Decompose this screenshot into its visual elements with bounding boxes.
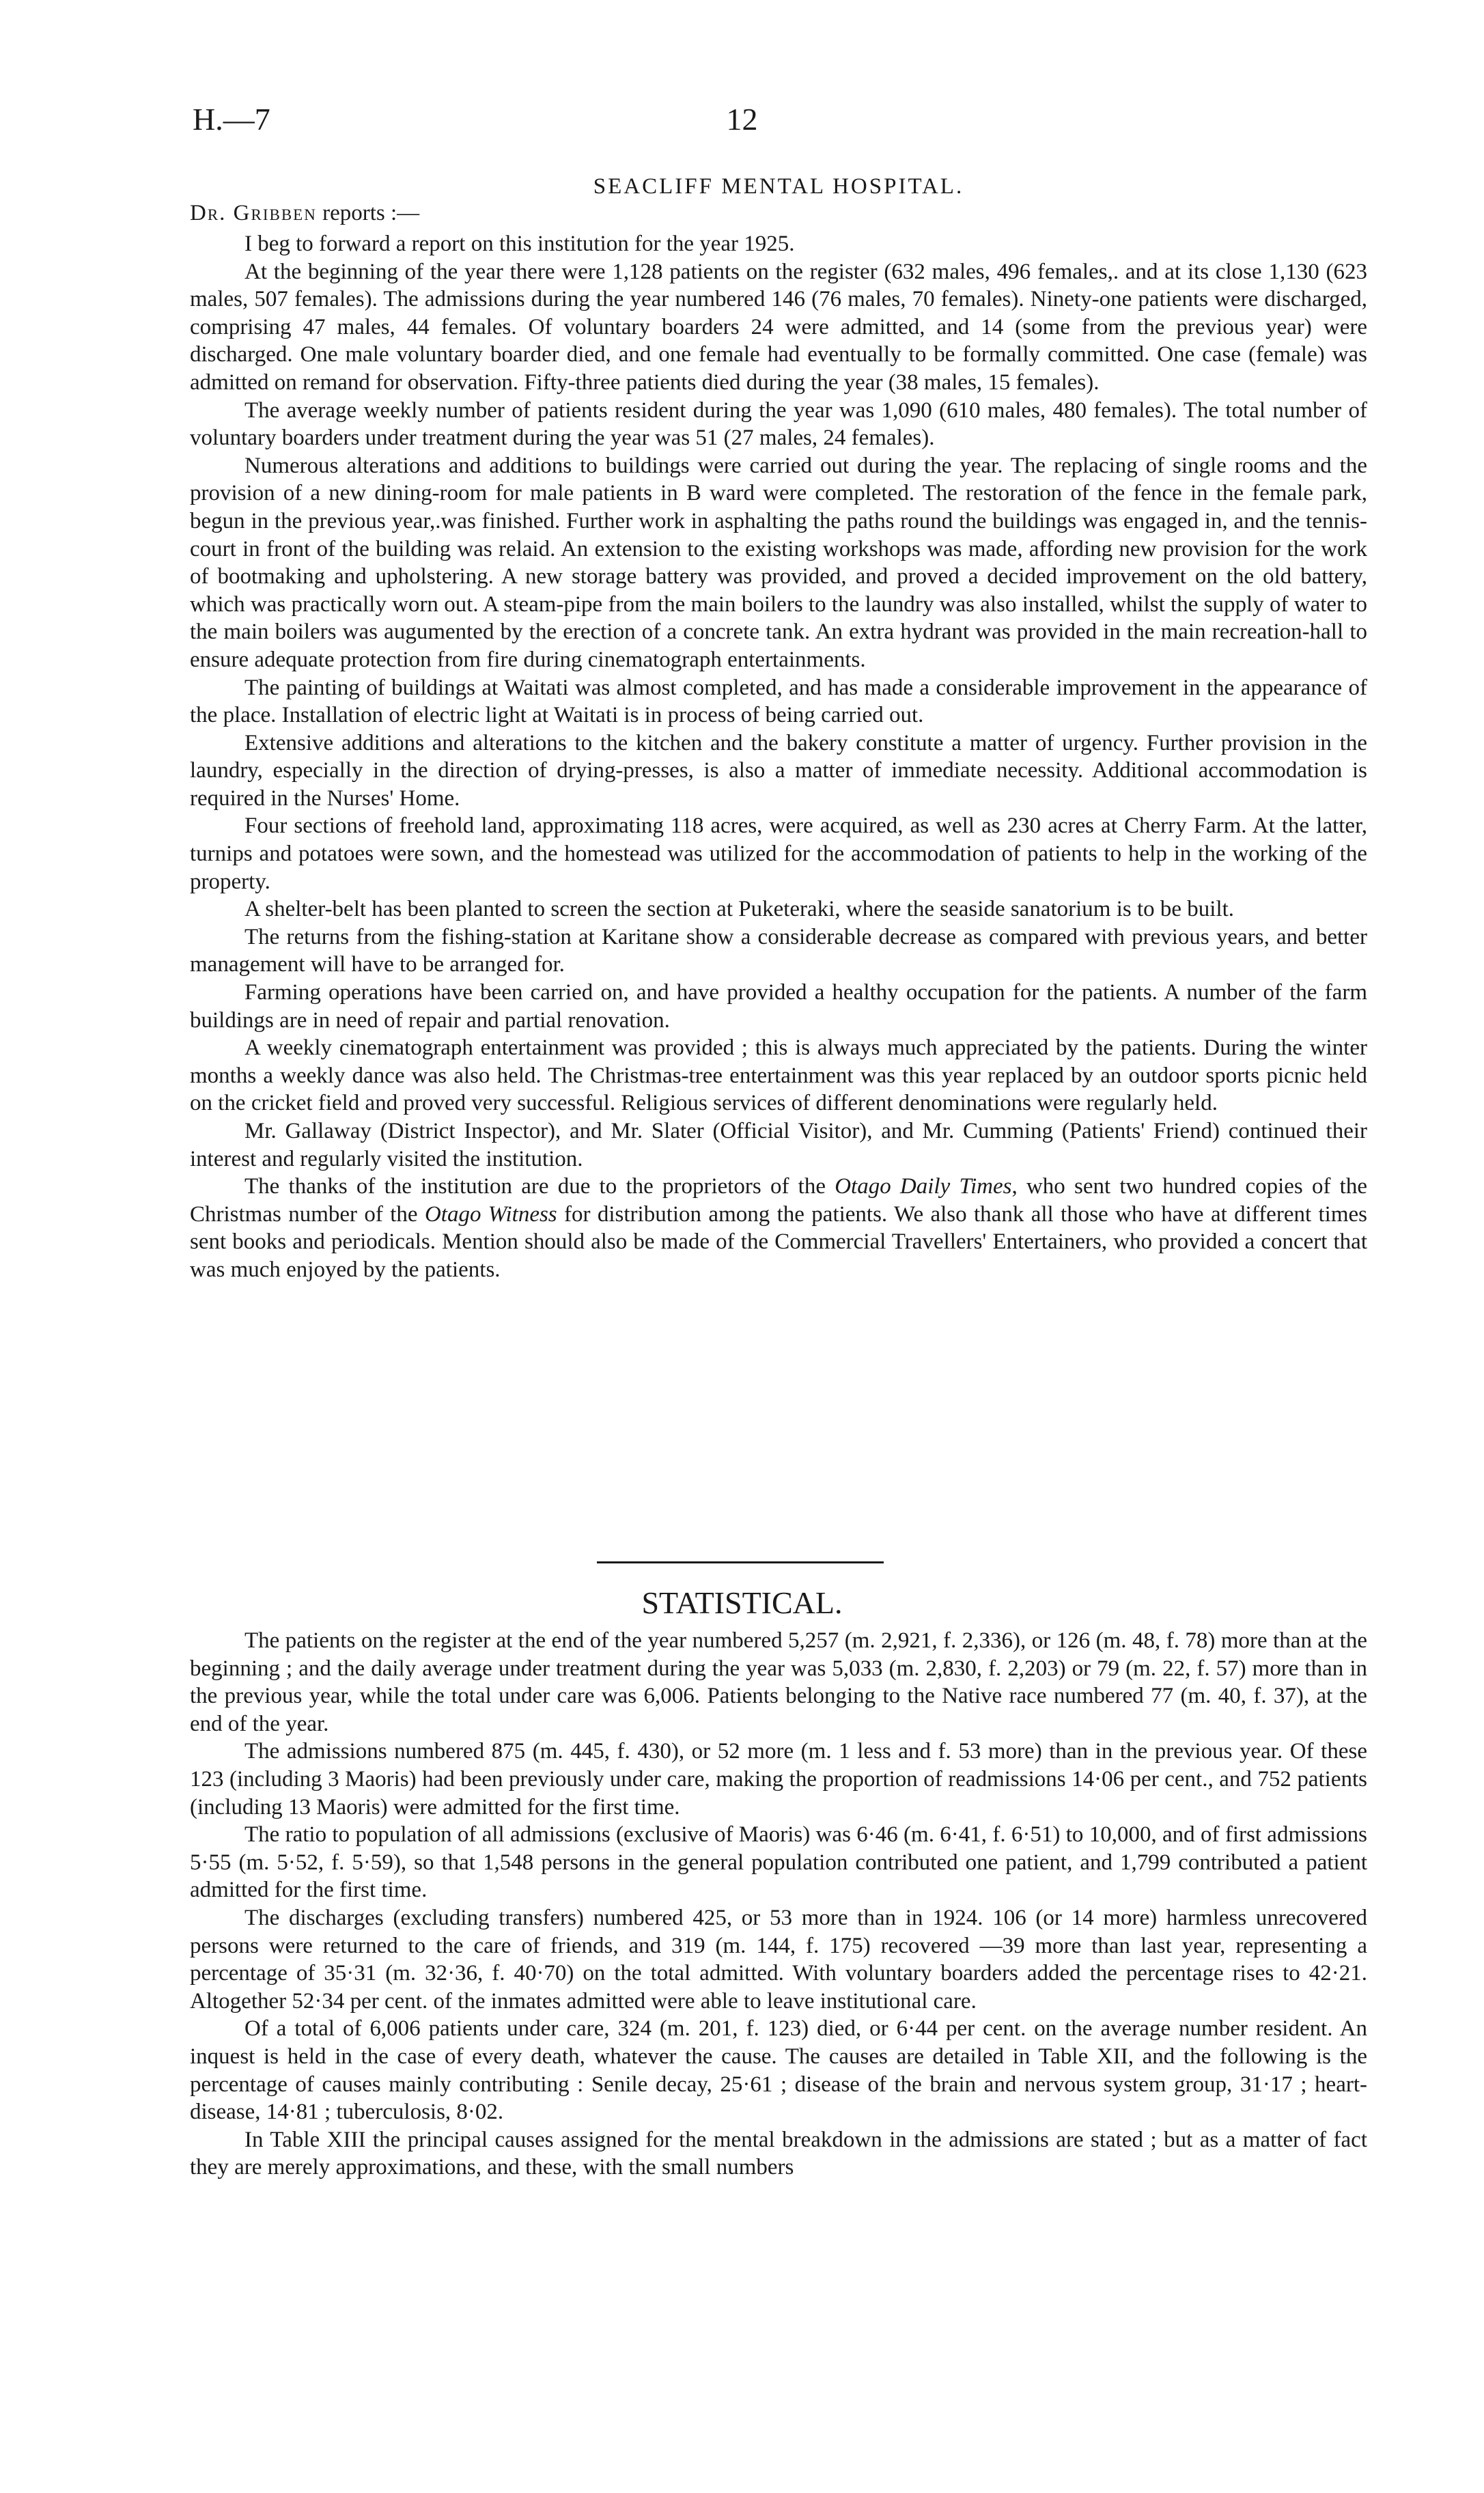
statistical-paragraph: The discharges (excluding transfers) numbered 425, or 53 more than in 1924. 106 (or 14 more) harmless unrecovered persons were returned to the care of friends, and 319 (m. 144, f. 175) recovered —39 more than last year, representing a percentage of 35·31 (m. 32·36, f. 40·70) on the total admitted. With voluntary boarders added the percentage rises to 42·21. Altogether 52·34 per cent. of the inmates admitted were able to leave institutional care. bbox=[190, 1905, 1367, 2014]
report-paragraph: At the beginning of the year there were 1,128 patients on the register (632 males, 496 females,. and at its close 1,130 (623 males, 507 females). The admissions during the year numbered 146 (76 males, 70 females). Ninety-one patients were discharged, comprising 47 males, 44 females. Of voluntary boarders 24 were admitted, and 14 (some from the previous year) were discharged. One male voluntary boarder died, and one female had eventually to be formally committed. One case (female) was admitted on remand for observation. Fifty-three patients died during the year (38 males, 15 females). bbox=[190, 259, 1367, 395]
thanks-text: The thanks of the institution are due to the proprietors of the bbox=[244, 1174, 835, 1199]
report-paragraph: The painting of buildings at Waitati was almost completed, and has made a considerable improvement in the appearance of the place. Installation of electric light at Waitati is in process of being carried out. bbox=[190, 675, 1367, 728]
statistical-paragraph: Of a total of 6,006 patients under care, 324 (m. 201, f. 123) died, or 6·44 per cent. on the average number resident. An inquest is held in the case of every death, whatever the cause. The causes are detailed in Table XII, and the following is the percentage of causes mainly contributing : Senile decay, 25·61 ; disease of the brain and nervous system group, 31·17 ; heart-disease, 14·81 ; tuberculosis, 8·02. bbox=[190, 2016, 1367, 2125]
thanks-text: for distribution among the patients. We also thank all those who have at different times sent books and periodicals. Mention should also be made of the Commercial Travellers' Entertainers, who provided a concert that was much enjoyed by the patients. bbox=[190, 1201, 1367, 1282]
thanks-text: , who sent two hundred copies of the Christmas number of the bbox=[190, 1174, 1367, 1227]
page-series-code: H.—7 bbox=[193, 102, 270, 137]
report-paragraph: Numerous alterations and additions to buildings were carried out during the year. The replacing of single rooms and the provision of a new dining-room for male patients in B ward were completed. The restoration of the fence in the female park, begun in the previous year,.was finished. Further work in asphalting the paths round the buildings was engaged in, and the tennis-court in front of the building was relaid. An extension to the existing workshops was made, affording new provision for the work of bootmaking and upholstering. A new storage battery was provided, and proved a decided improvement on the old battery, which was practically worn out. A steam-pipe from the main boilers to the laundry was also installed, whilst the supply of water to the main boilers was augumented by the erection of a concrete tank. An extra hydrant was provided in the main recreation-hall to ensure adequate protection from fire during cinematograph entertainments. bbox=[190, 453, 1367, 672]
report-paragraph: Extensive additions and alterations to the kitchen and the bakery constitute a matter of urgency. Further provision in the laundry, especially in the direction of drying-presses, is also a matter of immediate necessity. Additional accommodation is required in the Nurses' Home. bbox=[190, 730, 1367, 811]
statistical-title: STATISTICAL. bbox=[641, 1585, 843, 1620]
report-paragraph: Farming operations have been carried on, and have provided a healthy occupation for the patients. A number of the farm buildings are in need of repair and partial renovation. bbox=[190, 980, 1367, 1033]
report-paragraph: A weekly cinematograph entertainment was provided ; this is always much appreciated by the patients. During the winter months a weekly dance was also held. The Christmas-tree entertainment was this year replaced by an outdoor sports picnic held on the cricket field and proved very successful. Religious services of different denominations were regularly held. bbox=[190, 1035, 1367, 1116]
thanks-paragraph bbox=[190, 1173, 1367, 1283]
report-paragraph: A shelter-belt has been planted to screen the section at Puketeraki, where the seaside sanatorium is to be built. bbox=[244, 897, 1235, 922]
report-paragraph: I beg to forward a report on this institution for the year 1925. bbox=[244, 232, 795, 256]
statistical-paragraph: The patients on the register at the end of the year numbered 5,257 (m. 2,921, f. 2,336), or 126 (m. 48, f. 78) more than at the beginning ; and the daily average under treatment during the year was 5,033 (m. 2,830, f. 2,203) or 79 (m. 22, f. 57) more than in the previous year, while the total under care was 6,006. Patients belonging to the Native race numbered 77 (m. 40, f. 37), at the end of the year. bbox=[190, 1628, 1367, 1736]
statistical-paragraph: In Table XIII the principal causes assigned for the mental breakdown in the admissions are stated ; but as a matter of fact they are merely approximations, and these, with the small numbers bbox=[190, 2127, 1367, 2180]
newspaper-title: Otago Daily Times bbox=[835, 1174, 1012, 1199]
report-paragraph: The average weekly number of patients resident during the year was 1,090 (610 males, 480 females). The total number of voluntary boarders under treatment during the year was 51 (27 males, 24 females). bbox=[190, 398, 1367, 451]
report-paragraph: The returns from the fishing-station at Karitane show a considerable decrease as compared with previous years, and better management will have to be arranged for. bbox=[190, 924, 1367, 977]
reports-suffix: reports :— bbox=[322, 201, 420, 225]
statistical-paragraph: The admissions numbered 875 (m. 445, f. 430), or 52 more (m. 1 less and f. 53 more) than in the previous year. Of these 123 (including 3 Maoris) had been previously under care, making the proportion of readmissions 14·06 per cent., and 752 patients (including 13 Maoris) were admitted for the first time. bbox=[190, 1739, 1367, 1820]
reporter-name: Dr. Gribben bbox=[190, 201, 317, 225]
statistical-section bbox=[190, 1627, 1367, 2182]
statistical-paragraph: The ratio to population of all admissions (exclusive of Maoris) was 6·46 (m. 6·41, f. 6·51) to 10,000, and of first admissions 5·55 (m. 5·52, f. 5·59), so that 1,548 persons in the general population contributed one patient, and 1,799 contributed a patient admitted for the first time. bbox=[190, 1822, 1367, 1903]
newspaper-title: Otago Witness bbox=[424, 1201, 557, 1227]
page-number: 12 bbox=[726, 102, 758, 137]
report-paragraph: Four sections of freehold land, approximating 118 acres, were acquired, as well as 230 acres at Cherry Farm. At the latter, turnips and potatoes were sown, and the homestead was utilized for the accommodation of patients to help in the working of the property. bbox=[190, 813, 1367, 894]
hospital-title: SEACLIFF MENTAL HOSPITAL. bbox=[593, 174, 964, 199]
hospital-report-section bbox=[190, 174, 1367, 1284]
section-divider bbox=[597, 1561, 884, 1563]
reporter-line bbox=[190, 201, 1367, 226]
report-paragraph: Mr. Gallaway (District Inspector), and Mr. Slater (Official Visitor), and Mr. Cumming (Patients' Friend) continued their interest and regularly visited the institution. bbox=[190, 1119, 1367, 1171]
